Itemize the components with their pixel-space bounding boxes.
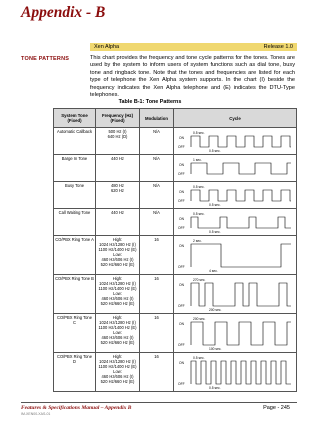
on-duration-label: 270 sec. [193, 278, 206, 282]
product-name: Xen Alpha [94, 44, 120, 50]
on-label: ON [179, 136, 184, 140]
off-duration-label: 0.5 sec. [209, 203, 221, 207]
cycle-cell [174, 236, 297, 275]
waveform-line [191, 190, 291, 201]
modulation-cell: N/A [140, 209, 174, 236]
page-number: Page - 245 [263, 405, 290, 411]
table-row [54, 236, 297, 275]
cycle-cell [174, 155, 297, 182]
off-duration-label: 200 sec. [209, 308, 222, 312]
cycle-waveform [175, 156, 295, 180]
off-label: OFF [178, 382, 185, 386]
cycle-waveform [175, 276, 295, 312]
waveform-line [191, 217, 291, 228]
cycle-cell [174, 209, 297, 236]
header-modulation: Modulation [140, 109, 174, 128]
off-duration-label: 4 sec. [209, 269, 218, 273]
off-label: OFF [178, 265, 185, 269]
waveform-line [191, 244, 291, 267]
on-duration-label: 200 sec. [193, 317, 206, 321]
intro-paragraph: This chart provides the frequency and tone cycle patterns for the tones. Tones are used by the system to inform users of system functions such as dial tone, busy tone and ringback tone. Note that the tones and frequencies are listed for each type of telephone the Xen Alpha system supports. In the chart (I) beside the frequency indicates the Xen Alpha telephone and (E) indicates the DTU-Type telephones. [90, 55, 295, 99]
table-caption: Table B-1: Tone Patterns [118, 99, 182, 105]
on-duration-label: 0.5 sec. [193, 185, 205, 189]
on-label: ON [179, 322, 184, 326]
modulation-cell: 16 [140, 314, 174, 353]
modulation-cell: 16 [140, 236, 174, 275]
cycle-waveform [175, 354, 295, 390]
tone-name-cell: CO/PBX Ring Tone D [54, 353, 96, 392]
on-label: ON [179, 190, 184, 194]
document-code: IM-XEN00-XAS-01 [21, 412, 51, 416]
on-duration-label: 1 sec. [193, 158, 202, 162]
cycle-waveform [175, 237, 295, 273]
release-label: Release 1.0 [263, 44, 293, 50]
modulation-cell: N/A [140, 128, 174, 155]
off-label: OFF [178, 343, 185, 347]
footer-title: Features & Specifications Manual – Appendix B [21, 405, 132, 411]
cycle-waveform [175, 183, 295, 207]
waveform-line [191, 283, 291, 306]
frequency-cell: High: 1024 Hz/1280 Hz (I) 1100 Hz/1400 Hz (E) Low: 460 Hz/606 Hz (I) 520 Hz/660 Hz (E) [96, 275, 140, 314]
waveform-line [191, 163, 291, 174]
cycle-cell [174, 275, 297, 314]
table-row [54, 209, 297, 236]
header-frequency: Frequency (Hz) (Fixed) [96, 109, 140, 128]
table-row [54, 314, 297, 353]
cycle-cell [174, 353, 297, 392]
frequency-cell: High: 1024 Hz/1280 Hz (I) 1100 Hz/1400 Hz (E) Low: 460 Hz/606 Hz (I) 520 Hz/660 Hz (E) [96, 353, 140, 392]
tone-name-cell: Automatic Callback [54, 128, 96, 155]
off-duration-label: 100 sec. [209, 347, 222, 351]
on-duration-label: 0.5 sec. [193, 356, 205, 360]
tone-name-cell: Call Waiting Tone [54, 209, 96, 236]
table-row [54, 155, 297, 182]
off-label: OFF [178, 145, 185, 149]
cycle-waveform [175, 210, 295, 234]
tone-patterns-table [53, 108, 297, 392]
off-duration-label: 0.5 sec. [209, 149, 221, 153]
frequency-cell: High: 1024 Hz/1280 Hz (I) 1100 Hz/1400 Hz (E) Low: 460 Hz/606 Hz (I) 520 Hz/660 Hz (E) [96, 236, 140, 275]
cycle-waveform [175, 315, 295, 351]
header-system-tone: System Tone (Fixed) [54, 109, 96, 128]
off-duration-label: 0.5 sec. [209, 386, 221, 390]
table-row [54, 128, 297, 155]
on-label: ON [179, 217, 184, 221]
cycle-cell [174, 314, 297, 353]
table-header-row [54, 109, 297, 128]
tone-name-cell: CO/PBX Ring Tone B [54, 275, 96, 314]
footer-rule [21, 402, 297, 403]
tone-name-cell: Busy Tone [54, 182, 96, 209]
off-label: OFF [178, 199, 185, 203]
off-duration-label: 0.5 sec. [209, 230, 221, 234]
cycle-waveform [175, 129, 295, 153]
cycle-cell [174, 128, 297, 155]
frequency-cell: 500 Hz (I) 640 Hz (D) [96, 128, 140, 155]
header-bar [90, 43, 297, 51]
on-label: ON [179, 244, 184, 248]
header-cycle: Cycle [174, 109, 297, 128]
modulation-cell: N/A [140, 155, 174, 182]
frequency-cell: High: 1024 Hz/1280 Hz (I) 1100 Hz/1400 Hz (E) Low: 460 Hz/606 Hz (I) 520 Hz/660 Hz (E) [96, 314, 140, 353]
off-label: OFF [178, 172, 185, 176]
frequency-cell: 440 Hz [96, 155, 140, 182]
table-row [54, 275, 297, 314]
on-label: ON [179, 283, 184, 287]
on-duration-label: 0.5 sec. [193, 212, 205, 216]
section-heading: TONE PATTERNS [21, 56, 70, 62]
off-label: OFF [178, 226, 185, 230]
tone-name-cell: CO/PBX Ring Tone A [54, 236, 96, 275]
on-label: ON [179, 163, 184, 167]
waveform-line [191, 361, 291, 384]
table-row [54, 182, 297, 209]
cycle-cell [174, 182, 297, 209]
frequency-cell: 480 Hz 620 Hz [96, 182, 140, 209]
waveform-line [191, 136, 291, 147]
table-row [54, 353, 297, 392]
on-duration-label: 0.5 sec. [193, 131, 205, 135]
on-duration-label: 2 sec. [193, 239, 202, 243]
tone-name-cell: CO/PBX Ring Tone C [54, 314, 96, 353]
modulation-cell: N/A [140, 182, 174, 209]
on-label: ON [179, 361, 184, 365]
frequency-cell: 440 Hz [96, 209, 140, 236]
waveform-line [191, 322, 291, 345]
modulation-cell: 16 [140, 275, 174, 314]
modulation-cell: 16 [140, 353, 174, 392]
tone-name-cell: Barge In Tone [54, 155, 96, 182]
off-label: OFF [178, 304, 185, 308]
page-title: Appendix - B [21, 4, 106, 21]
